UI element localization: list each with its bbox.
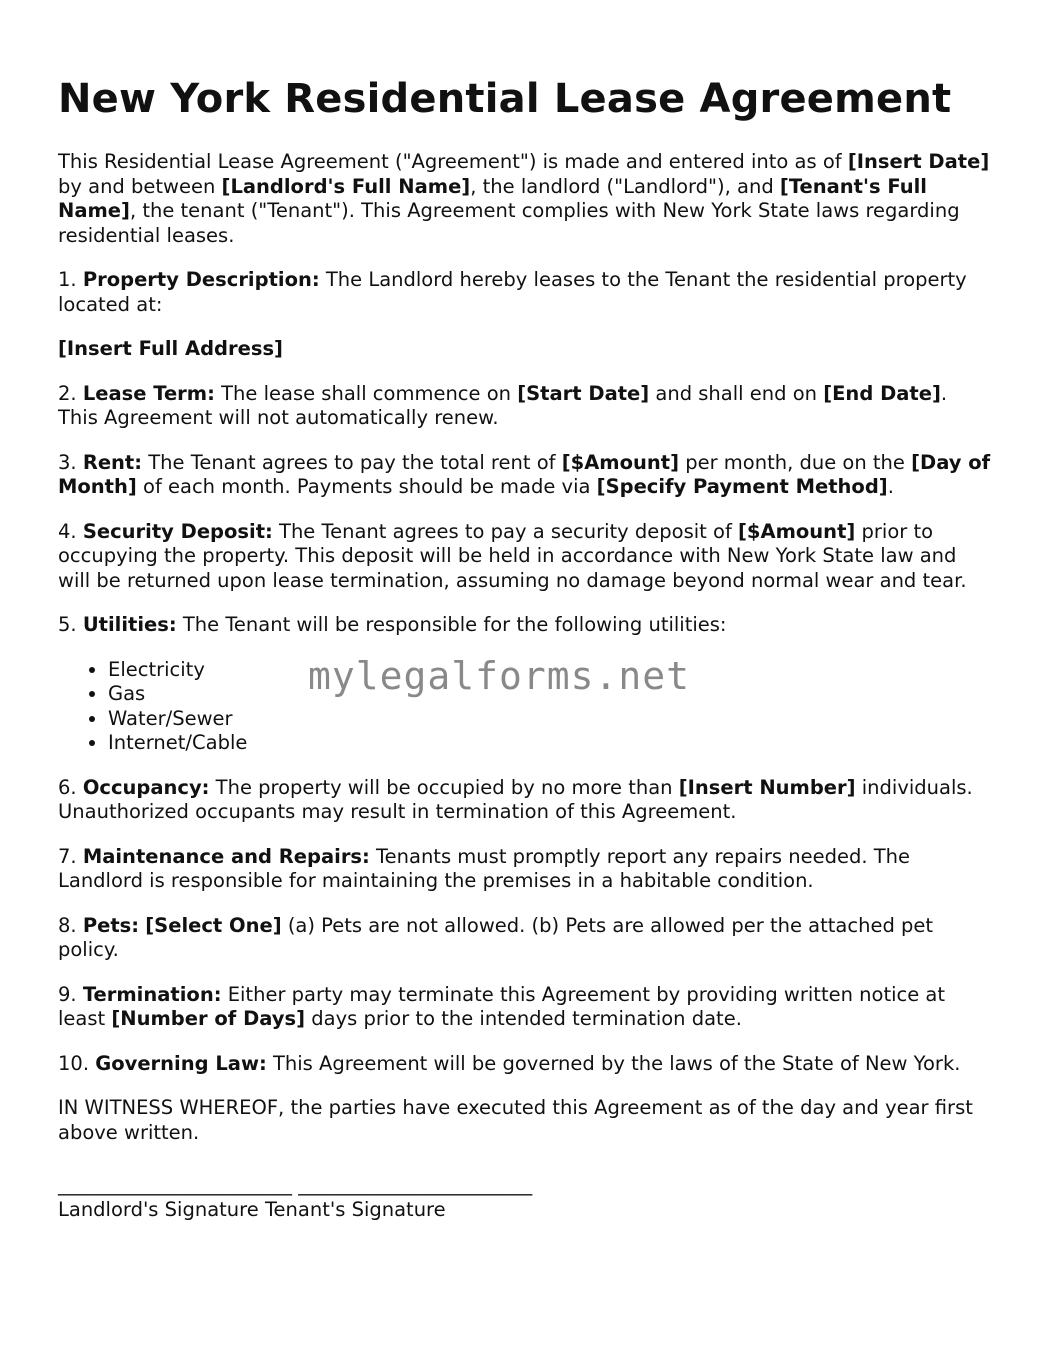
section-heading: Occupancy: (82, 775, 210, 799)
deposit-amount-placeholder: [$Amount] (738, 519, 856, 543)
utilities-list (58, 658, 993, 756)
section-text: The Tenant agrees to pay the total rent of (142, 450, 562, 474)
section-number: 1. (58, 268, 83, 291)
section-text: days prior to the intended termination date. (305, 1007, 742, 1030)
section-heading: Maintenance and Repairs: (82, 844, 370, 868)
day-of-month-placeholder: [Day of Month] (58, 450, 991, 498)
end-date-placeholder: [End Date] (823, 381, 941, 405)
section-heading: Property Description: (82, 268, 320, 291)
section-text: . This Agreement will not automatically renew. (58, 381, 948, 429)
witness-paragraph: IN WITNESS WHEREOF, the parties have executed this Agreement as of the day and year first above written. (58, 1096, 973, 1144)
section-text: This Agreement will be governed by the laws of the State of New York. (266, 1051, 961, 1075)
signature-labels: Landlord's Signature Tenant's Signature (58, 1197, 446, 1221)
section-text: The property will be occupied by no more than (209, 775, 679, 799)
signature-line: ________________________ ________________________ (58, 1173, 533, 1196)
occupant-number-placeholder: [Insert Number] (678, 775, 856, 799)
tenant-name-placeholder: [Tenant's Full Name] (58, 174, 927, 222)
section-text: The Tenant will be responsible for the following utilities: (176, 613, 727, 636)
section-text: per month, due on the (679, 450, 912, 474)
section-number: 4. (58, 519, 83, 543)
section-text: of each month. Payments should be made via (136, 475, 597, 498)
section-number: 10. (58, 1051, 96, 1075)
payment-method-placeholder: [Specify Payment Method] (596, 475, 888, 498)
landlord-name-placeholder: [Landlord's Full Name] (221, 174, 471, 198)
select-one-placeholder: [Select One] (145, 913, 282, 937)
section-heading: Governing Law: (95, 1051, 267, 1075)
rent-amount-placeholder: [$Amount] (561, 450, 680, 474)
section-pets (58, 914, 993, 963)
section-text: and shall end on (649, 381, 824, 405)
section-number: 5. (58, 613, 83, 636)
document-page (58, 74, 993, 1222)
section-rent (58, 451, 993, 500)
section-security-deposit (58, 520, 993, 594)
section-text: The Landlord hereby leases to the Tenant the residential property located at: (58, 268, 967, 316)
watermark: mylegalforms.net (308, 654, 691, 698)
section-number: 9. (58, 982, 83, 1006)
section-lease-term (58, 382, 993, 431)
address-paragraph (58, 337, 993, 362)
intro-text: by and between (58, 174, 222, 198)
date-placeholder: [Insert Date] (847, 150, 990, 173)
section-governing-law (58, 1052, 993, 1077)
start-date-placeholder: [Start Date] (517, 381, 650, 405)
section-text: The lease shall commence on (214, 381, 518, 405)
intro-text: This Residential Lease Agreement ("Agreement") is made and entered into as of (58, 150, 848, 173)
document-title: New York Residential Lease Agreement (58, 76, 952, 122)
section-heading: Lease Term: (82, 381, 215, 405)
section-text: prior to occupying the property. This deposit will be held in accordance with New York State law and will be returned upon lease termination, assuming no damage beyond normal wear and tear. (58, 519, 967, 592)
section-text: Either party may terminate this Agreement by providing written notice at least (58, 982, 946, 1030)
section-text: individuals. Unauthorized occupants may result in termination of this Agreement. (58, 775, 973, 823)
intro-text: , the tenant ("Tenant"). This Agreement complies with New York State laws regarding residential leases. (58, 199, 960, 247)
intro-paragraph (58, 150, 993, 248)
section-heading: Pets: (82, 913, 140, 937)
section-number: 3. (58, 450, 83, 474)
list-item: • Electricity (108, 658, 993, 683)
section-heading: Utilities: (82, 613, 177, 636)
address-placeholder: [Insert Full Address] (58, 337, 283, 360)
section-heading: Termination: (82, 982, 222, 1006)
section-text: . (887, 475, 894, 498)
list-item: • Water/Sewer (108, 707, 993, 732)
section-heading: Rent: (82, 450, 143, 474)
section-number: 8. (58, 913, 83, 937)
section-text: The Tenant agrees to pay a security deposit of (272, 519, 739, 543)
section-termination (58, 983, 993, 1032)
section-property-description (58, 268, 993, 317)
section-occupancy (58, 776, 993, 825)
list-item: • Gas (108, 682, 993, 707)
intro-text: , the landlord ("Landlord"), and (470, 174, 780, 198)
section-utilities (58, 613, 993, 638)
section-maintenance (58, 845, 993, 894)
list-item: • Internet/Cable (108, 731, 993, 756)
notice-days-placeholder: [Number of Days] (111, 1007, 306, 1030)
section-text: (a) Pets are not allowed. (b) Pets are allowed per the attached pet policy. (58, 913, 934, 961)
section-number: 2. (58, 381, 83, 405)
section-number: 7. (58, 844, 83, 868)
section-heading: Security Deposit: (82, 519, 273, 543)
section-text: Tenants must promptly report any repairs needed. The Landlord is responsible for maintaining the premises in a habitable condition. (58, 844, 911, 892)
section-number: 6. (58, 775, 83, 799)
